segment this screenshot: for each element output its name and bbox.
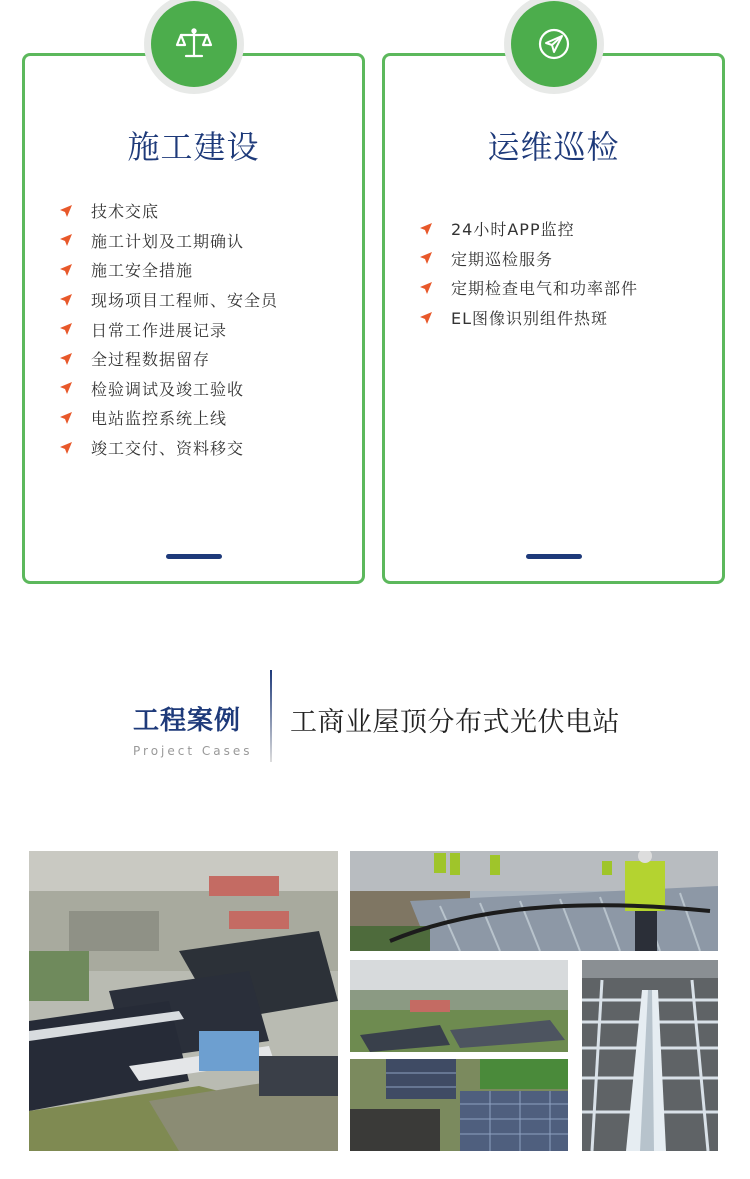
list-item-label: 电站监控系统上线 — [91, 409, 228, 429]
list-item — [59, 285, 354, 315]
list-item-label: 24小时APP监控 — [451, 220, 575, 240]
paper-plane-icon — [532, 22, 576, 66]
arrow-icon — [59, 411, 73, 425]
list-item — [419, 244, 714, 274]
arrow-icon — [59, 233, 73, 247]
mounting-rails-photo — [582, 960, 718, 1151]
section-subtitle: Project Cases — [133, 744, 253, 758]
scales-icon — [172, 22, 216, 66]
list-item-label: EL图像识别组件热斑 — [451, 309, 609, 329]
list-item — [419, 214, 714, 244]
arrow-icon — [419, 251, 433, 265]
list-item-label: 技术交底 — [91, 202, 160, 222]
card-bottom-bar — [166, 554, 222, 559]
construction-badge — [144, 0, 244, 94]
maintenance-list — [419, 214, 714, 332]
list-item — [59, 374, 354, 404]
list-item — [59, 196, 354, 226]
list-item-label: 检验调试及竣工验收 — [91, 379, 245, 399]
section-title: 工程案例 — [133, 706, 242, 736]
list-item-label: 日常工作进展记录 — [91, 320, 228, 340]
maintenance-card — [382, 53, 725, 584]
list-item — [59, 314, 354, 344]
section-heading: 工商业屋顶分布式光伏电站 — [290, 707, 620, 738]
arrow-icon — [59, 322, 73, 336]
list-item — [59, 226, 354, 256]
project-cases-header — [0, 670, 750, 762]
workers-on-roof-photo — [350, 851, 718, 951]
list-item-label: 施工计划及工期确认 — [91, 231, 245, 251]
list-item — [59, 403, 354, 433]
arrow-icon — [59, 441, 73, 455]
list-item-label: 现场项目工程师、安全员 — [91, 291, 279, 311]
list-item-label: 定期检查电气和功率部件 — [451, 279, 639, 299]
arrow-icon — [59, 293, 73, 307]
aerial-rooftop-photo — [29, 851, 338, 1151]
arrow-icon — [419, 281, 433, 295]
construction-list — [59, 196, 354, 462]
construction-card — [22, 53, 365, 584]
arrow-icon — [59, 381, 73, 395]
list-item — [59, 344, 354, 374]
header-divider — [270, 670, 272, 762]
arrow-icon — [419, 222, 433, 236]
list-item — [59, 433, 354, 463]
factory-aerial-photo — [350, 960, 568, 1052]
arrow-icon — [59, 204, 73, 218]
card-bottom-bar — [526, 554, 582, 559]
list-item-label: 定期巡检服务 — [451, 249, 554, 269]
card-title: 施工建设 — [127, 128, 260, 166]
list-item-label: 全过程数据留存 — [91, 350, 211, 370]
arrow-icon — [59, 352, 73, 366]
list-item — [59, 255, 354, 285]
list-item-label: 竣工交付、资料移交 — [91, 439, 245, 459]
solar-panels-rooftop-photo — [350, 1059, 568, 1151]
arrow-icon — [59, 263, 73, 277]
list-item — [419, 273, 714, 303]
maintenance-badge — [504, 0, 604, 94]
arrow-icon — [419, 311, 433, 325]
card-title: 运维巡检 — [487, 128, 620, 166]
list-item — [419, 303, 714, 333]
list-item-label: 施工安全措施 — [91, 261, 194, 281]
